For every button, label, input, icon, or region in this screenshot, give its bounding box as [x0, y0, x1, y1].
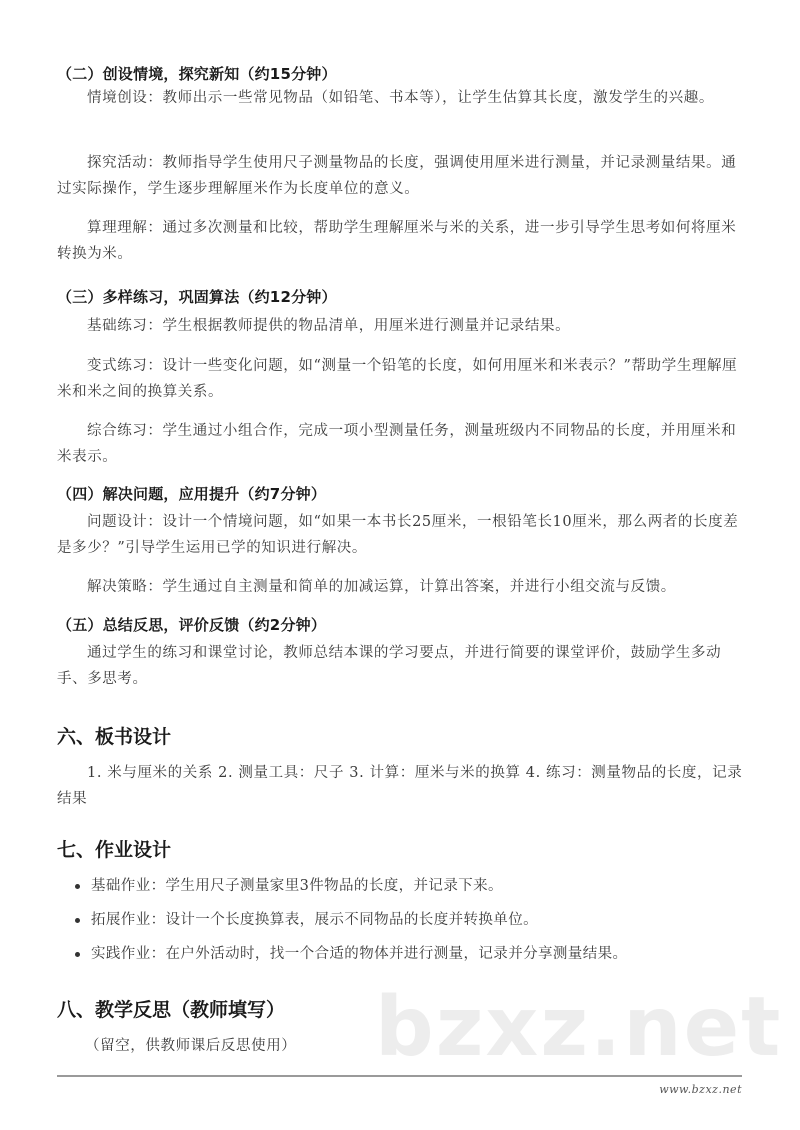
section-heading-3: （三）多样练习，巩固算法（约12分钟） [57, 288, 337, 306]
section-heading-4: （四）解决问题，应用提升（约7分钟） [57, 485, 327, 503]
homework-item-basic [75, 876, 627, 896]
homework-item-text: 拓展作业：设计一个长度换算表，展示不同物品的长度并转换单位。 [91, 912, 538, 928]
paragraph-problem-design: 问题设计：设计一个情境问题，如“如果一本书长25厘米，一根铅笔长10厘米，那么两者的长度差是多少？”引导学生运用已学的知识进行解决。 [57, 514, 739, 556]
homework-heading: 七、作业设计 [57, 839, 172, 861]
homework-item-practice [75, 944, 627, 964]
section-heading-2: （二）创设情境，探究新知（约15分钟） [57, 65, 337, 83]
paragraph-understanding: 算理理解：通过多次测量和比较，帮助学生理解厘米与米的关系，进一步引导学生思考如何将厘米转换为米。 [57, 220, 737, 262]
paragraph-solution-strategy: 解决策略：学生通过自主测量和简单的加减运算，计算出答案，并进行小组交流与反馈。 [87, 579, 676, 595]
paragraph-basic-practice: 基础练习：学生根据教师提供的物品清单，用厘米进行测量并记录结果。 [87, 318, 571, 334]
paragraph-variant-practice: 变式练习：设计一些变化问题，如“测量一个铅笔的长度，如何用厘米和米表示？”帮助学生理解厘米和米之间的换算关系。 [57, 358, 738, 400]
homework-item-text: 基础作业：学生用尺子测量家里3件物品的长度，并记录下来。 [91, 878, 503, 894]
homework-item-text: 实践作业：在户外活动时，找一个合适的物体并进行测量，记录并分享测量结果。 [91, 946, 628, 962]
paragraph-comprehensive-practice: 综合练习：学生通过小组合作，完成一项小型测量任务，测量班级内不同物品的长度，并用厘米和米表示。 [57, 423, 737, 465]
paragraph-explore: 探究活动：教师指导学生使用尺子测量物品的长度，强调使用厘米进行测量，并记录测量结果。通过实际操作，学生逐步理解厘米作为长度单位的意义。 [57, 155, 737, 197]
board-design-text: 1. 米与厘米的关系 2. 测量工具：尺子 3. 计算：厘米与米的换算 4. 练习：测量物品的长度，记录结果 [57, 765, 743, 807]
reflection-placeholder-text: （留空，供教师课后反思使用） [85, 1038, 297, 1054]
reflection-heading: 八、教学反思（教师填写） [57, 999, 286, 1021]
homework-item-extension [75, 910, 627, 930]
watermark: bzxz.net [375, 980, 783, 1075]
footer-url: www.bzxz.net [659, 1083, 742, 1096]
paragraph-summary: 通过学生的练习和课堂讨论，教师总结本课的学习要点，并进行简要的课堂评价，鼓励学生多动手、多思考。 [57, 645, 722, 687]
bullet-icon [75, 884, 80, 889]
paragraph-scenario: 情境创设：教师出示一些常见物品（如铅笔、书本等），让学生估算其长度，激发学生的兴趣。 [87, 90, 714, 106]
homework-list [75, 876, 627, 978]
bullet-icon [75, 918, 80, 923]
section-heading-5: （五）总结反思，评价反馈（约2分钟） [57, 616, 327, 634]
footer-divider [57, 1075, 742, 1077]
board-design-heading: 六、板书设计 [57, 726, 172, 748]
bullet-icon [75, 952, 80, 957]
